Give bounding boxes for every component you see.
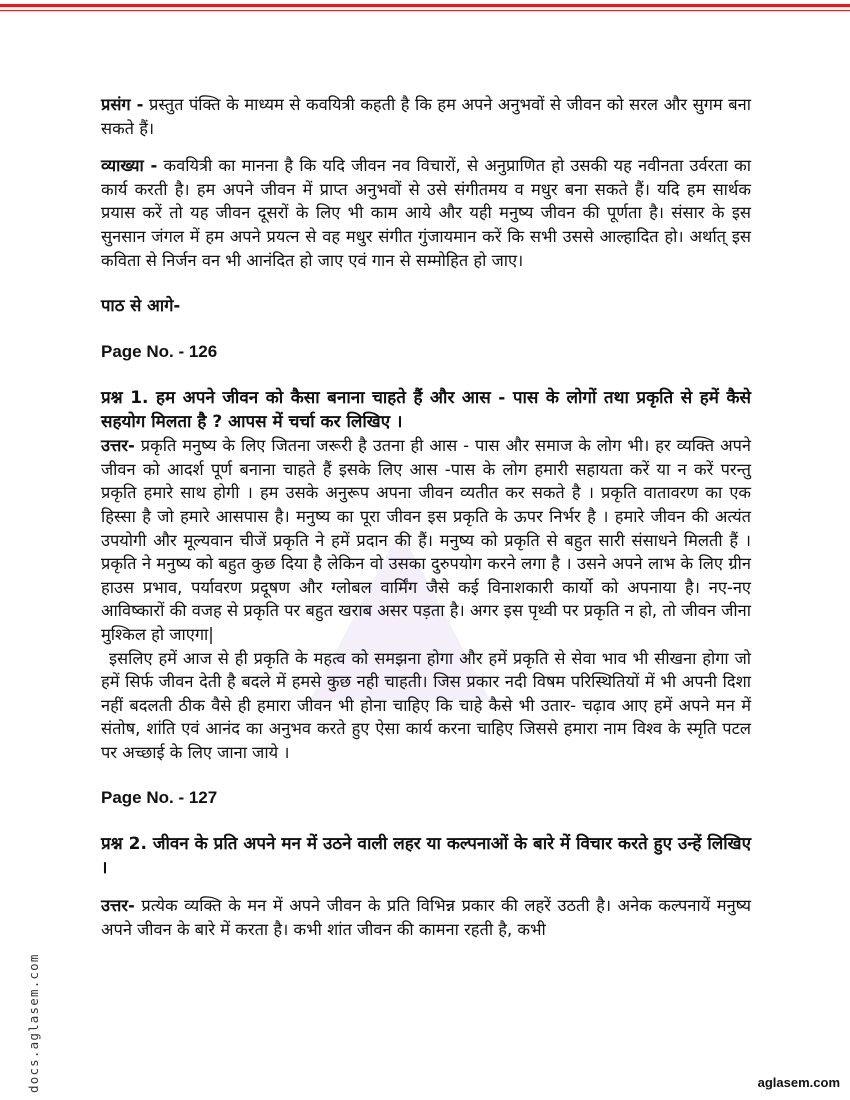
answer-2-paragraph: [101, 894, 751, 941]
vyakhya-text: कवयित्री का मानना है कि यदि जीवन नव विचारों, से अनुप्राणित हो उसकी यह नवीनता उर्वरता का कार्य करती है। हम अपने जीवन में प्राप्त अनुभवों से उसे संगीतमय व मधुर बना सकते हैं। यदि हम सार्थक प्रयास करें तो यह जीवन दूसरों के लिए भी काम आये और यही मनुष्य जीवन की पूर्णता है। संसार के इस सुनसान जंगल में हम अपने प्रयत्न से वह मधुर संगीत गुंजायमान करें कि सभी उससे आल्हादित हो। अर्थात् इस कविता से निर्जन वन भी आनंदित हो जाए एवं गान से सम्मोहित हो जाए।: [101, 156, 751, 270]
question-2: प्रश्न 2. जीवन के प्रति अपने मन में उठने वाली लहर या कल्पनाओं के बारे में विचार करते हुए उन्हें लिखिए ।: [101, 834, 751, 879]
header-rule-thin: [0, 10, 850, 11]
answer-1-paragraph-2: इसलिए हमें आज से ही प्रकृति के महत्व को समझना होगा और हमें प्रकृति से सेवा भाव भी सीखना होगा जो हमें सिर्फ जीवन देती है बदले में हमसे कुछ नही चाहती। जिस प्रकार नदी विषम परिस्थितियों में भी अपनी दिशा नहीं बदलती ठीक वैसे ही हमारा जीवन भी होना चाहिए कि चाहे कैसे भी उतार- चढ़ाव आए हमें अपने मन में संतोष, शांति एवं आनंद का अनुभव करते हुए ऐसा कार्य करना चाहिए जिससे हमारा नाम विश्व के स्मृति पटल पर अच्छाई के लिए जाना जाये ।: [101, 648, 751, 762]
answer-1-paragraph: [101, 434, 751, 646]
answer-2-label: उत्तर-: [101, 896, 135, 916]
question-1: प्रश्न 1. हम अपने जीवन को कैसा बनाना चाहते हैं और आस - पास के लोगों तथा प्रकृति से हमें कैसे सहयोग मिलता है ? आपस में चर्चा कर लिखिए ।: [101, 388, 751, 433]
prasang-paragraph: [101, 93, 751, 140]
answer-2-text: प्रत्येक व्यक्ति के मन में अपने जीवन के प्रति विभिन्न प्रकार की लहरें उठती है। अनेक कल्पनायें मनुष्य अपने जीवन के बारे में करता है। कभी शांत जीवन की कामना रहती है, कभी: [101, 896, 751, 940]
page-number-127: Page No. - 127: [101, 788, 218, 808]
answer-1-label: उत्तर-: [101, 436, 135, 456]
vyakhya-label: व्याख्या -: [101, 156, 158, 176]
page-content: [101, 93, 751, 942]
side-url: docs.aglasem.com: [26, 953, 41, 1093]
prasang-label: प्रसंग -: [101, 95, 144, 114]
answer-1-text: प्रकृति मनुष्य के लिए जितना जरूरी है उतना ही आस - पास और समाज के लोग भी। हर व्यक्ति अपने जीवन को आदर्श पूर्ण बनाना चाहते हैं इसके लिए आस -पास के लोग हमारी सहायता करें या न करें परन्तु प्रकृति हमारे साथ होगी । हम उसके अनुरूप अपना जीवन व्यतीत कर सकते है । प्रकृति वातावरण का एक हिस्सा है जो हमारे आसपास है। मनुष्य का पूरा जीवन इस प्रकृति के ऊपर निर्भर है । हमारे जीवन की अत्यंत उपयोगी और मूल्यवान चीजें प्रकृति ने हमें प्रदान की हैं। मनुष्य को प्रकृति से बहुत सारी संसाधने मिलती हैं । प्रकृति ने मनुष्य को बहुत कुछ दिया है लेकिन वो उसका दुरुपयोग करने लगा है । उसने अपने लाभ के लिए ग्रीन हाउस प्रभाव, पर्यावरण प्रदूषण और ग्लोबल वार्मिंग जैसे कई विनाशकारी कार्यो को अपनाया है। नए-नए आविष्कारों की वजह से प्रकृति पर बहुत खराब असर पड़ता है। अगर इस पृथ्वी पर प्रकृति न हो, तो जीवन जीना मुश्किल हो जाएगा|: [101, 436, 751, 644]
prasang-text: प्रस्तुत पंक्ति के माध्यम से कवयित्री कहती है कि हम अपने अनुभवों से जीवन को सरल और सुगम बना सकते हैं।: [101, 95, 751, 138]
section-heading: पाठ से आगे-: [101, 296, 181, 316]
header-rule-thick: [0, 4, 850, 7]
page-number-126: Page No. - 126: [101, 342, 218, 362]
footer-brand: aglasem.com: [757, 1075, 840, 1090]
vyakhya-paragraph: [101, 154, 751, 272]
